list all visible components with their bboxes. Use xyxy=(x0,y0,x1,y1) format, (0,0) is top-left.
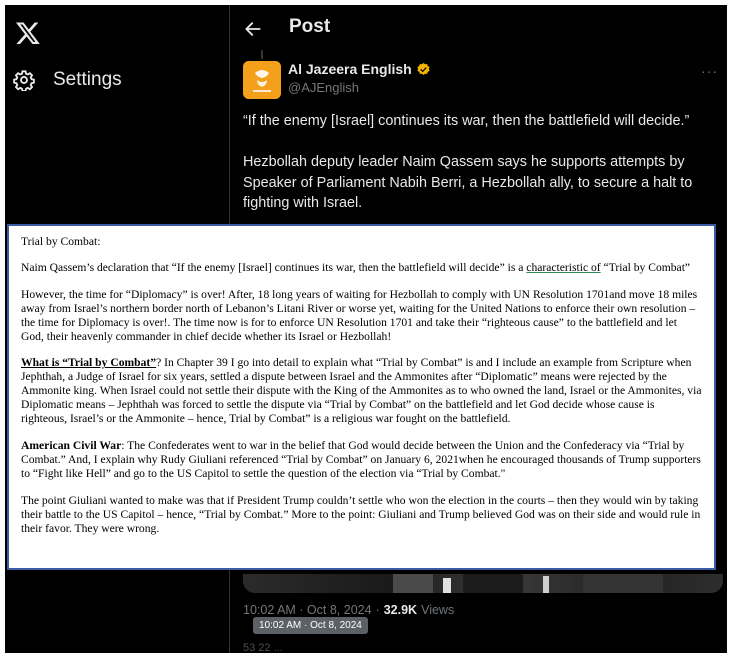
commentary-paragraph-4 xyxy=(21,439,702,481)
commentary-title: Trial by Combat: xyxy=(21,235,101,248)
p4-heading: American Civil War xyxy=(21,438,122,452)
p1-underlined-text: characteristic of xyxy=(526,260,601,274)
commentary-paragraph-5: The point Giuliani wanted to make was that if President Trump couldn’t settle who won the election in the courts – then they would win by taking their battle to the US Capitol – hence, “Trial by Combat.” More to the point: Giuliani and Trump believed God was on their side and would rule in their favor. They were wrong. xyxy=(21,493,701,535)
x-logo-icon[interactable] xyxy=(15,20,41,46)
settings-label: Settings xyxy=(53,69,122,90)
commentary-textbox xyxy=(7,224,716,570)
views-count: 32.9K xyxy=(383,603,418,617)
author-name-text: Al Jazeera English xyxy=(288,61,412,77)
author-name[interactable] xyxy=(288,61,431,77)
commentary-paragraph-3 xyxy=(21,356,702,426)
gear-icon xyxy=(13,69,35,91)
timestamp-tooltip: 10:02 AM · Oct 8, 2024 xyxy=(253,617,368,634)
author-handle[interactable]: @AJEnglish xyxy=(288,80,360,95)
post-timestamp[interactable]: 10:02 AM · Oct 8, 2024 xyxy=(243,603,372,617)
tweet-body: Hezbollah deputy leader Naim Qassem says he supports attempts by Speaker of Parliament Nabih Berri, a Hezbollah ally, to secure a halt to fighting with Israel. xyxy=(243,154,693,211)
p4-text: : The Confederates went to war in the belief that God would decide between the Union and the Confederacy via “Trial by Combat.” And, I explain why Rudy Giuliani referenced “Trial by Combat” on January 6, 2021when he encouraged thousands of Trump supporters to “Fight like Hell” and go to the US Capitol to settle the question of the election via “Trial by Combat." xyxy=(21,438,701,480)
views-label: Views xyxy=(421,603,455,617)
more-icon[interactable]: ··· xyxy=(701,63,718,79)
meta-separator: · xyxy=(375,603,380,617)
tweet-media[interactable] xyxy=(243,574,723,593)
thread-line xyxy=(261,50,263,59)
p3-heading: What is “Trial by Combat” xyxy=(21,356,157,370)
p1-text-end: “Trial by Combat” xyxy=(600,260,691,274)
commentary-paragraph-2: However, the time for “Diplomacy” is over! After, 18 long years of waiting for Hezbollah to comply with UN Resolution 1701and move 18 miles away from Israel’s northern border north of Lebanon’s Litani River or worse yet, waiting for the United Nations to enforce their own resolution – the time for Diplomacy is over!. The time now is for to enforce UN Resolution 1701 and take their “righteous cause” to the battlefield and let God, their heavenly commander in chief decide whether its Israel or Hezbollah! xyxy=(21,287,698,343)
post-meta xyxy=(243,603,454,617)
engagement-stats: 53 22 ... xyxy=(243,642,283,653)
sidebar-item-settings[interactable] xyxy=(13,65,223,95)
media-image xyxy=(243,574,723,593)
p1-text: Naim Qassem’s declaration that “If the enemy [Israel] continues its war, then the battlefield will decide” is a xyxy=(21,260,527,274)
verified-badge-icon xyxy=(416,62,431,77)
page-title: Post xyxy=(289,16,331,37)
p3-text: ? In Chapter 39 I go into detail to explain what “Trial by Combat” is and I include an example from Scripture when Jephthah, a Judge of Israel for six years, settled a dispute between Israel and the Ammonites after “Diplomatic” means were rejected by the Ammonite king. When Israel could not settle their dispute with the King of the Ammonites as to who owned the land, Israel or the Ammonites, via Diplomatic means – Jephthah was forced to settle the dispute via “Trial by Combat” on the battlefield and let God decide whose cause is righteous, Israel’s or the Ammonite – hence, Trial by Combat” is a religious war fought on the battlefield. xyxy=(21,356,702,426)
tweet-quote: “If the enemy [Israel] continues its war, then the battlefield will decide.” xyxy=(243,113,690,129)
avatar[interactable] xyxy=(243,61,281,99)
back-arrow-icon[interactable] xyxy=(243,19,263,39)
commentary-paragraph-1 xyxy=(21,261,702,275)
al-jazeera-logo-icon xyxy=(243,61,281,99)
